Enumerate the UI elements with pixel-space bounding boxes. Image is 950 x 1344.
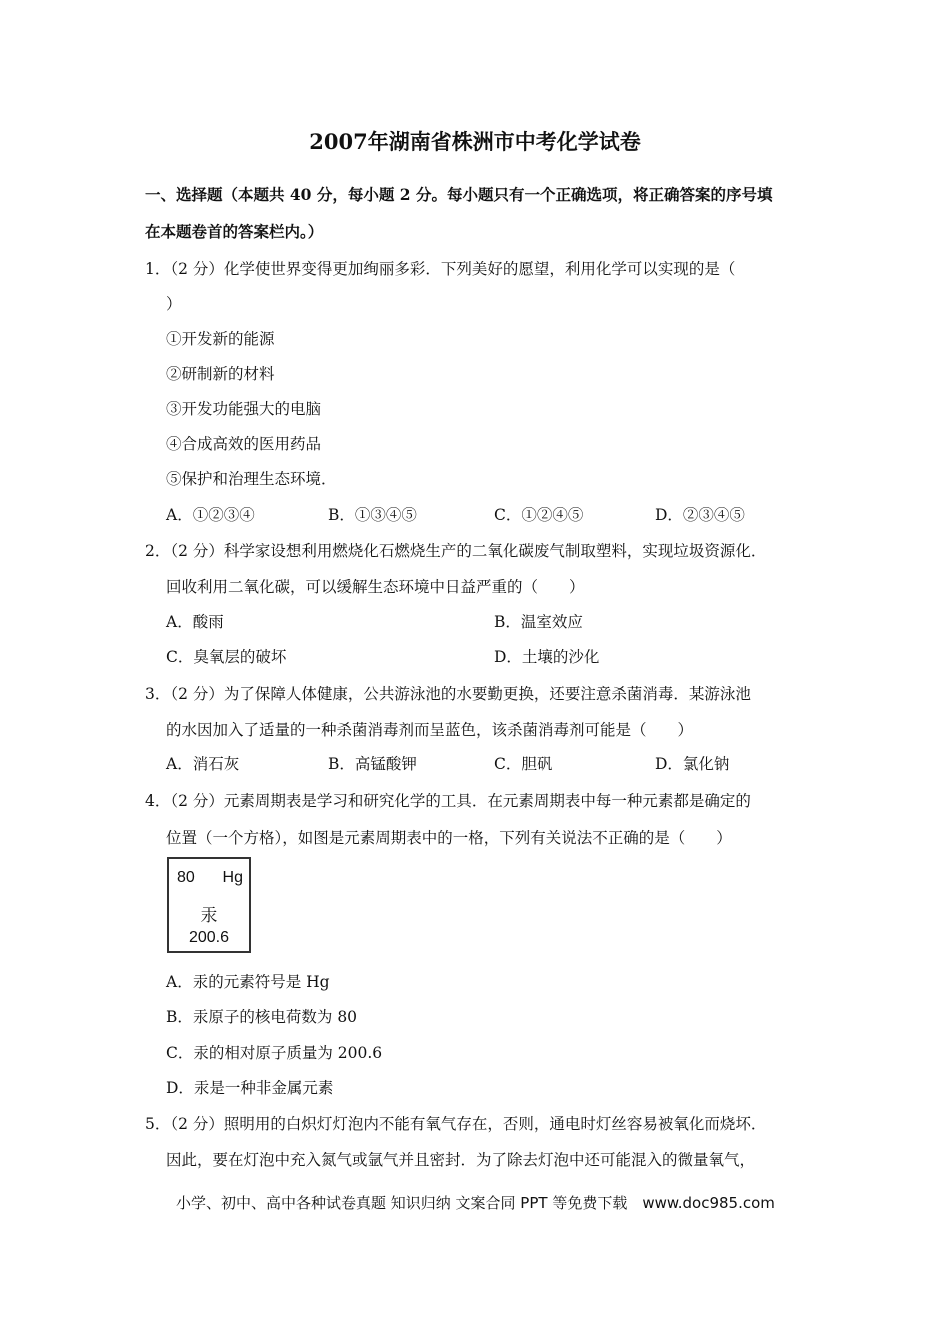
q4-option-c[interactable]: C．汞的相对原子质量为 200.6 [166,1044,383,1062]
section-heading-line2: 在本题卷首的答案栏内。） [145,222,324,241]
page-title: 2007年湖南省株洲市中考化学试卷 [309,129,641,154]
q2-option-a[interactable]: A．酸雨 [166,613,224,631]
q3-option-b[interactable]: B．高锰酸钾 [328,755,417,773]
q1-option-c[interactable]: C．①②④⑤ [494,506,584,524]
q1-stem-line1: 1．（2 分）化学使世界变得更加绚丽多彩．下列美好的愿望，利用化学可以实现的是（ [145,260,736,278]
q1-item-4: ④合成高效的医用药品 [166,435,322,453]
q5-stem-line2: 因此，要在灯泡中充入氮气或氩气并且密封．为了除去灯泡中还可能混入的微量氧气， [166,1151,756,1169]
q4-option-d[interactable]: D．汞是一种非金属元素 [166,1079,334,1097]
element-symbol: Hg [222,869,243,886]
q1-item-5: ⑤保护和治理生态环境． [166,470,337,488]
q1-item-2: ②研制新的材料 [166,365,275,383]
element-name: 汞 [200,906,218,926]
q1-item-3: ③开发功能强大的电脑 [166,400,322,418]
q2-option-c[interactable]: C．臭氧层的破坏 [166,648,287,666]
q2-stem-line2: 回收利用二氧化碳，可以缓解生态环境中日益严重的（ ） [166,578,585,596]
q4-option-b[interactable]: B．汞原子的核电荷数为 80 [166,1008,358,1026]
q1-option-b[interactable]: B．①③④⑤ [328,506,417,524]
atomic-number: 80 [177,869,195,886]
q4-stem-line1: 4．（2 分）元素周期表是学习和研究化学的工具．在元素周期表中每一种元素都是确定的 [145,792,751,810]
section-heading-line1: 一、选择题（本题共 40 分，每小题 2 分。每小题只有一个正确选项，将正确答案的序号填 [145,185,773,204]
q2-option-d[interactable]: D．土壤的沙化 [494,648,600,666]
q2-option-b[interactable]: B．温室效应 [494,613,583,631]
q4-option-a[interactable]: A．汞的元素符号是 Hg [166,973,330,991]
q3-stem-line2: 的水因加入了适量的一种杀菌消毒剂而呈蓝色，该杀菌消毒剂可能是（ ） [166,721,694,739]
q1-option-a[interactable]: A．①②③④ [166,506,255,524]
q2-stem-line1: 2．（2 分）科学家设想利用燃烧化石燃烧生产的二氧化碳废气制取塑料，实现垃圾资源化． [145,542,767,560]
q3-option-a[interactable]: A．消石灰 [166,755,240,773]
atomic-mass: 200.6 [188,929,230,946]
q1-item-1: ①开发新的能源 [166,330,275,348]
footer-text: 小学、初中、高中各种试卷真题 知识归纳 文案合同 PPT 等免费下载 www.doc985.com [176,1194,775,1212]
q1-stem-line2: ） [166,295,182,313]
q3-stem-line1: 3．（2 分）为了保障人体健康，公共游泳池的水要勤更换，还要注意杀菌消毒．某游泳池 [145,685,751,703]
q5-stem-line1: 5．（2 分）照明用的白炽灯灯泡内不能有氧气存在，否则，通电时灯丝容易被氧化而烧坏． [145,1115,767,1133]
q3-option-d[interactable]: D．氯化钠 [655,755,730,773]
q1-option-d[interactable]: D．②③④⑤ [655,506,745,524]
periodic-table-cell [167,857,251,953]
q3-option-c[interactable]: C．胆矾 [494,755,553,773]
q4-stem-line2: 位置（一个方格），如图是元素周期表中的一格，下列有关说法不正确的是（ ） [166,829,732,847]
